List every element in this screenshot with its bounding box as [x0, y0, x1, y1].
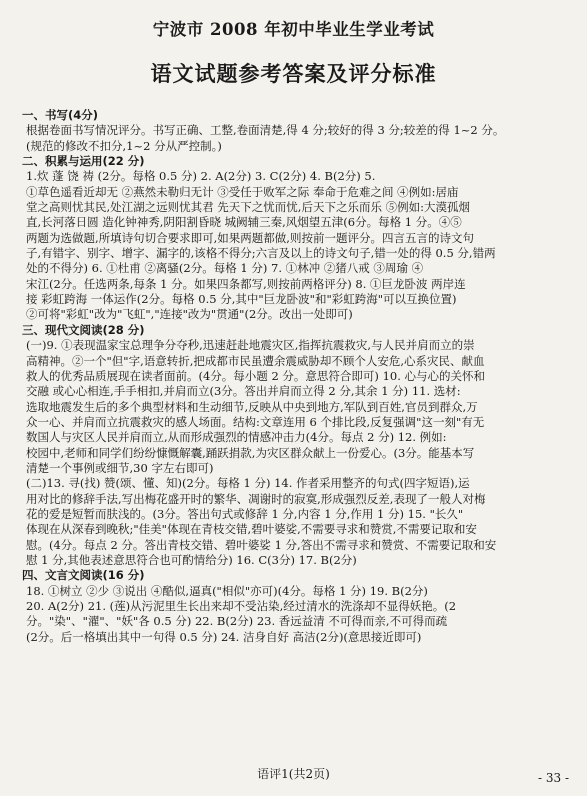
text-line: (2分。后一格填出其中一句得 0.5 分) 24. 洁身自好 高洁(2分)(意思接近即可) — [26, 629, 422, 644]
text-line: 用对比的修辞手法,写出梅花盛开时的繁华、凋谢时的寂寞,形成强烈反差,表现了一般人对梅 — [26, 491, 486, 506]
text-line: 慰 1 分,其他表述意思符合也可酌情给分) 16. C(3分) 17. B(2分) — [26, 552, 357, 567]
text-line: 分。"染"、"濯"、"妖"各 0.5 分) 22. B(2分) 23. 香远益清 不可得而亲,不可得而疏 — [26, 614, 448, 629]
text-line: 体现在从深春到晚秋;"佳美"体现在青枝交错,碧叶婆娑,不需要寻求和赞赏,不需要记取和安 — [26, 522, 477, 537]
text-line: 处的不得分) 6. ①杜甫 ②离骚(2分。每格 1 分) 7. ①林冲 ②猪八戒 ③周瑜 ④ — [26, 261, 424, 276]
text-line: 校园中,老师和同学们纷纷慷慨解囊,踊跃捐款,为灾区群众献上一份爱心。(3分。能基本写 — [26, 445, 475, 460]
exam-title: 宁波市 2008 年初中毕业生学业考试 — [152, 20, 435, 39]
text-line: 根据卷面书写情况评分。书写正确、工整,卷面清楚,得 4 分;较好的得 3 分;较差的得 1~2 分。 — [26, 123, 505, 138]
section-heading-writing: 一、书写(4分) — [22, 108, 99, 122]
text-line: 接 彩虹跨海 一体运作(2分。每格 0.5 分,其中"巨龙卧波"和"彩虹跨海"可以互换位置) — [26, 292, 457, 307]
document-subtitle: 语文试题参考答案及评分标准 — [150, 61, 437, 86]
section-heading-accumulation: 二、积累与运用(22 分) — [22, 154, 145, 169]
section-heading-classical-reading: 四、文言文阅读(16 分) — [22, 568, 145, 583]
text-line: 清楚一个事例或细节,30 字左右即可) — [26, 460, 214, 475]
text-line: 20. A(2分) 21. (莲)从污泥里生长出来却不受沾染,经过清水的洗涤却不显得妖艳。(2 — [26, 599, 457, 613]
text-line: (规范的修改不扣分,1~2 分从严控制。) — [26, 138, 222, 153]
text-line: ②可将"彩虹"改为"飞虹","连接"改为"贯通"(2分。改出一处即可) — [26, 307, 353, 322]
text-line: 18. ①树立 ②少 ③说出 ④酷似,逼真("相似"亦可)(4分。每格 1 分) 19. B(2分) — [26, 583, 428, 598]
text-line: (二)13. 寻(找) 赞(颂、懂、知)(2分。每格 1 分) 14. 作者采用整齐的句式(四字短语),运 — [26, 476, 470, 491]
text-line: 高精神。②一个"但"字,语意转折,把成都市民虽遭余震威胁却不顾个人安危,心系灾民、献血 — [26, 353, 485, 368]
text-line: 直,长河落日圆 造化钟神秀,阴阳割昏晓 城阙辅三秦,风烟望五津(6分。每格 1 分。④⑤ — [26, 215, 462, 230]
text-line: 选取地震发生后的多个典型材料和生动细节,反映从中央到地方,军队到百姓,官员到群众,万 — [26, 399, 478, 414]
text-line: 慰。(4分。每点 2 分。答出青枝交错、碧叶婆娑 1 分,答出不需寻求和赞赏、不需要记取和安 — [26, 537, 497, 552]
text-line: 交融 或心心相连,手手相扣,并肩而立(3分。答出并肩而立得 2 分,其余 1 分) 11. 选材: — [26, 384, 461, 399]
footer-page-label: 语评1(共2页) — [257, 767, 330, 781]
answer-body — [22, 108, 570, 645]
text-line: 子,有错字、别字、增字、漏字的,该格不得分;六言及以上的诗文句子,错一处的得 0.5 分,错两 — [26, 246, 496, 261]
text-line: 宋江(2分。任选两条,每条 1 分。如果四条都写,则按前两格评分) 8. ①巨龙卧波 两岸连 — [26, 276, 466, 291]
text-line: 花的爱是短暂而肤浅的。(3分。答出句式或修辞 1 分,内容 1 分,作用 1 分) 15. "长久" — [26, 506, 464, 521]
text-line: 堂之高则忧其民,处江湖之远则忧其君 先天下之忧而忧,后天下之乐而乐 ⑤例如:大漠孤烟 — [26, 200, 470, 215]
text-line: ①草色遥看近却无 ②燕然未勒归无计 ③受任于败军之际 奉命于危难之间 ④例如:居庙 — [26, 184, 459, 199]
text-line: 数国人与灾区人民并肩而立,从而形成强烈的情感冲击力(4分。每点 2 分) 12. 例如: — [26, 430, 447, 445]
text-line: 1.炊 蓬 饶 祷 (2分。每格 0.5 分) 2. A(2分) 3. C(2分) 4. B(2分) 5. — [26, 169, 376, 184]
section-heading-modern-reading: 三、现代文阅读(28 分) — [22, 322, 145, 337]
text-line: 救人的优秀品质展现在读者面前。(4分。每小题 2 分。意思符合即可) 10. 心与心的关怀和 — [26, 368, 486, 383]
text-line: 众一心、并肩而立抗震救灾的感人场面。结构:文章连用 6 个排比段,反复强调"这一刻"有无 — [26, 414, 485, 429]
text-line: (一)9. ①表现温家宝总理争分夺秒,迅速赶赴地震灾区,指挥抗震救灾,与人民并肩而立的崇 — [26, 338, 475, 353]
text-line: 两题为选做题,所填诗句切合要求即可,如果两题都做,则按前一题评分。四言五言的诗文句 — [26, 230, 474, 245]
page-number: - 33 - — [537, 771, 569, 785]
